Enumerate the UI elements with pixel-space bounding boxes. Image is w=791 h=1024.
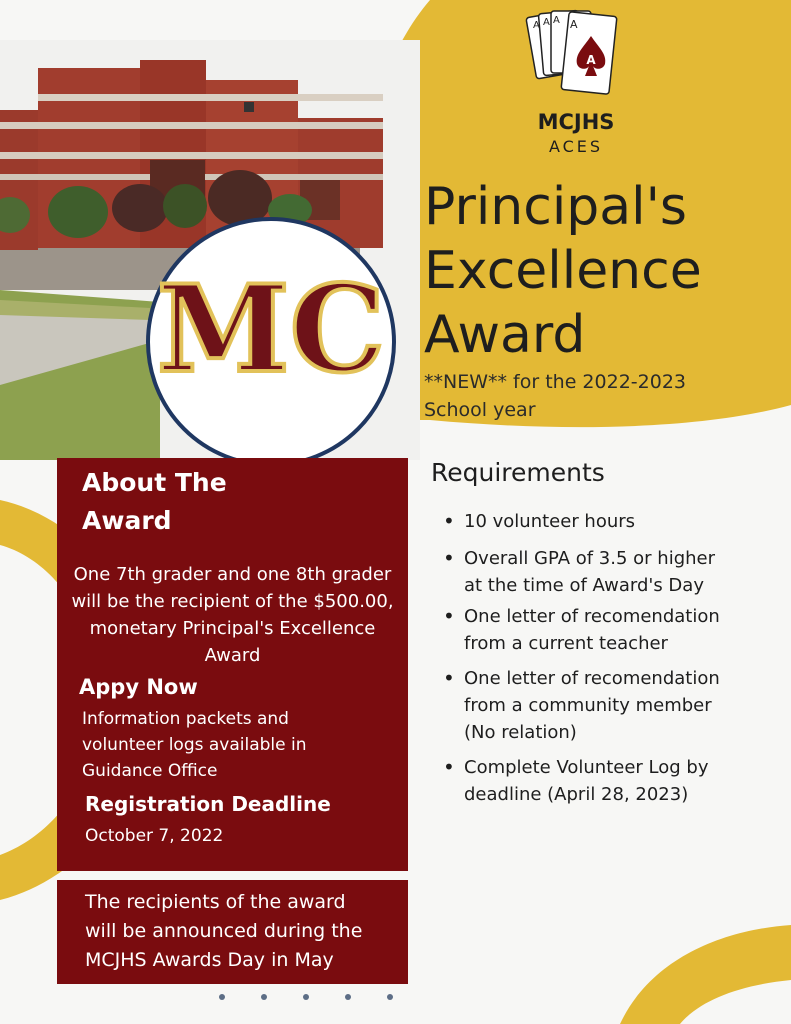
announcement-text bbox=[85, 888, 362, 975]
svg-text:A: A bbox=[586, 53, 596, 67]
deadline-date: October 7, 2022 bbox=[85, 826, 224, 846]
announcement-box bbox=[57, 880, 408, 984]
subtitle-line-2: School year bbox=[424, 399, 536, 421]
svg-text:A: A bbox=[570, 18, 578, 31]
decorative-dot bbox=[219, 994, 225, 1000]
mascot-name: ACES bbox=[548, 137, 604, 156]
requirements-list bbox=[440, 508, 760, 816]
title-line-2: Excellence bbox=[424, 241, 702, 301]
announcement-line: will be announced during the bbox=[85, 920, 363, 942]
apply-body-line: Guidance Office bbox=[82, 761, 218, 781]
apply-body-line: Information packets and bbox=[82, 709, 289, 729]
apply-heading: Appy Now bbox=[79, 675, 198, 699]
requirement-line: • Complete Volunteer Log by bbox=[464, 757, 709, 778]
gold-arc-bottom-right bbox=[620, 925, 791, 1024]
about-body bbox=[57, 561, 408, 669]
requirement-line: deadline (April 28, 2023) bbox=[464, 784, 689, 805]
requirement-line: • One letter of recomendation bbox=[464, 606, 720, 627]
apply-body bbox=[82, 706, 307, 784]
announcement-line: The recipients of the award bbox=[85, 891, 346, 913]
requirement-line: at the time of Award's Day bbox=[464, 575, 704, 596]
about-body-line: will be the recipient of the $500.00, bbox=[71, 591, 394, 612]
playing-cards-icon bbox=[525, 8, 625, 108]
subtitle bbox=[424, 368, 686, 424]
about-body-line: One 7th grader and one 8th grader bbox=[73, 564, 392, 585]
requirement-line: (No relation) bbox=[464, 722, 577, 743]
svg-text:A: A bbox=[553, 15, 560, 26]
subtitle-line-1: **NEW** for the 2022-2023 bbox=[424, 371, 686, 393]
title-line-3: Award bbox=[424, 305, 586, 365]
logo-monogram: MC bbox=[156, 259, 386, 400]
title-line-1: Principal's bbox=[424, 177, 687, 237]
decorative-dot bbox=[261, 994, 267, 1000]
requirement-line: from a current teacher bbox=[464, 633, 668, 654]
requirements-heading: Requirements bbox=[431, 458, 605, 487]
decorative-dot bbox=[345, 994, 351, 1000]
requirement-item bbox=[440, 754, 760, 808]
deadline-heading: Registration Deadline bbox=[85, 792, 331, 816]
apply-body-line: volunteer logs available in bbox=[82, 735, 307, 755]
about-heading bbox=[82, 464, 227, 540]
requirement-item bbox=[440, 665, 760, 746]
requirement-line: • 10 volunteer hours bbox=[464, 511, 636, 532]
page-title bbox=[424, 175, 702, 367]
about-body-line: monetary Principal's Excellence bbox=[89, 618, 376, 639]
svg-text:A: A bbox=[533, 20, 540, 31]
requirement-item bbox=[440, 508, 760, 535]
about-body-line: Award bbox=[204, 645, 261, 666]
about-heading-line-1: About The bbox=[82, 468, 227, 497]
requirement-item bbox=[440, 603, 760, 657]
about-heading-line-2: Award bbox=[82, 506, 172, 535]
decorative-dot bbox=[303, 994, 309, 1000]
announcement-line: MCJHS Awards Day in May bbox=[85, 949, 334, 971]
requirement-line: • Overall GPA of 3.5 or higher bbox=[464, 548, 716, 569]
svg-text:A: A bbox=[543, 17, 550, 28]
mc-school-logo bbox=[146, 217, 396, 467]
decorative-dot bbox=[387, 994, 393, 1000]
about-award-box bbox=[57, 458, 408, 871]
requirement-line: • One letter of recomendation bbox=[464, 668, 720, 689]
school-name: MCJHS bbox=[537, 110, 615, 134]
requirement-line: from a community member bbox=[464, 695, 712, 716]
requirement-item bbox=[440, 545, 760, 599]
